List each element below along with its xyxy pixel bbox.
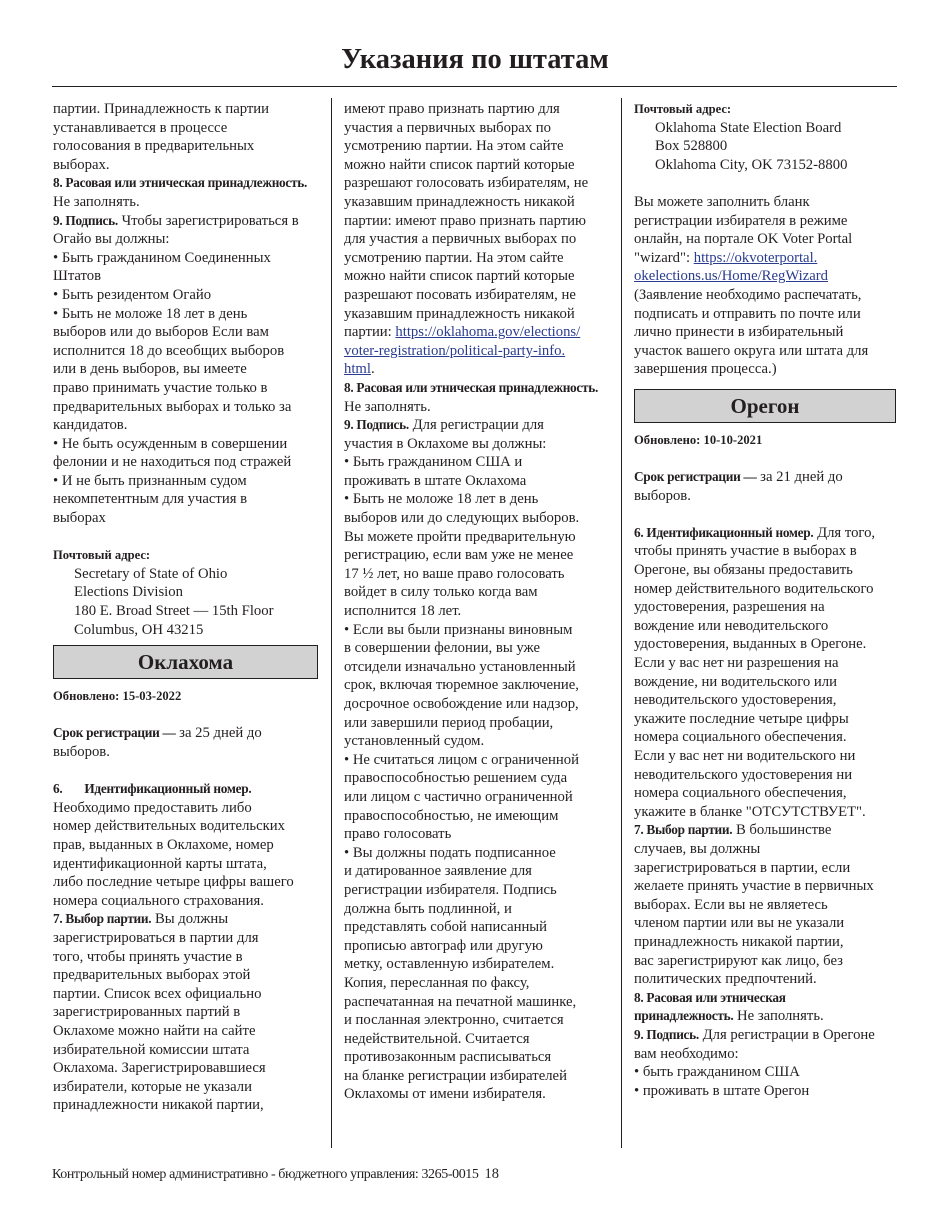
text-line: выборов или до выборов Если вам — [53, 324, 269, 341]
column-divider — [621, 98, 622, 1148]
text-line: подписать и отправить по почте или — [634, 305, 861, 322]
text-line: для участия а первичных выборах по — [344, 231, 577, 248]
text-line: номера социального обеспечения. — [634, 729, 847, 746]
text-line: номера социального страхования. — [53, 892, 264, 909]
oklahoma-deadline-line2: выборов. — [53, 744, 110, 760]
text-line: Elections Division — [74, 584, 183, 601]
text-line: 17 ½ лет, но ваше право голосовать — [344, 565, 565, 582]
text-line: вождение, ни водительского или — [634, 673, 837, 690]
oklahoma-mail-address — [634, 119, 896, 175]
ohio-party-text — [53, 100, 318, 174]
text-line: принадлежность никакой партии, — [634, 933, 844, 950]
text-line: • проживать в штате Орегон — [634, 1082, 810, 1099]
text-line: • Не считаться лицом с ограниченной — [344, 751, 579, 768]
oregon-item-7: 7. Выбор партии. В большинстве — [634, 822, 832, 839]
text-line: Oklahoma City, OK 73152-8800 — [655, 156, 848, 173]
text-line: • Быть не моложе 18 лет в день — [344, 491, 539, 508]
ohio-mail-heading: Почтовый адрес: — [53, 548, 151, 563]
text-line: Если у вас нет ни водительского ни — [634, 748, 856, 764]
text-line: или в день выборов, вы имеете — [53, 361, 247, 378]
text-line: недействительной. Считается — [344, 1030, 530, 1047]
text-line: представлять собой написанный — [344, 919, 548, 936]
text-line: можно найти список партий которые — [344, 268, 575, 285]
column-3 — [634, 100, 896, 1100]
text-line: войдет в силу только когда вам — [344, 584, 538, 601]
text-line: • Не быть осужденным в совершении — [53, 435, 288, 452]
text-line: право принимать участие только в — [53, 379, 268, 396]
ohio-item-8-text: Не заполнять. — [53, 193, 140, 210]
text-line: выборах. — [53, 156, 110, 173]
voter-portal-link-cont[interactable]: okelections.us/Home/RegWizard — [634, 268, 828, 285]
text-line: предварительных выборах этой — [53, 967, 251, 984]
oklahoma-item-7: 7. Выбор партии. Вы должны — [53, 911, 229, 928]
text-line: избирательной комиссии штата — [53, 1041, 250, 1058]
text-line: укажите в бланке "ОТСУТСТВУЕТ". — [634, 803, 866, 820]
column-divider — [331, 98, 332, 1148]
text-line: завершения процесса.) — [634, 361, 777, 378]
text-line: фелонии и не находиться под стражей — [53, 454, 292, 471]
text-line: разрешают посовать избирателям, не — [344, 286, 576, 303]
text-line: право голосовать — [344, 826, 452, 843]
text-line: исполнится 18 лет. — [344, 603, 462, 620]
text-line: установленный судом. — [344, 733, 485, 750]
text-line: вождение или неводительского — [634, 617, 829, 634]
text-line: либо последние четыре цифры вашего — [53, 874, 294, 891]
text-line: исполнится 18 до всеобщих выборов — [53, 342, 285, 359]
text-line: Оклахома. Зарегистрировавшиеся — [53, 1060, 266, 1077]
text-line: • Вы должны подать подписанное — [344, 844, 556, 861]
text-line: Oklahoma State Election Board — [655, 119, 842, 136]
text-line: срок, включая тюремное заключение, — [344, 677, 579, 694]
online-registration-text — [634, 193, 896, 249]
text-line: • И не быть признанным судом — [53, 472, 247, 489]
text-line: Если у вас нет ни разрешения на — [634, 655, 839, 672]
oregon-deadline-line2: выборов. — [634, 487, 691, 504]
text-line: регистрацию, если вам уже не менее — [344, 547, 574, 564]
text-line: имеют право признать партию для — [344, 101, 560, 117]
text-line: и посланная электронно, считается — [344, 1012, 564, 1029]
oklahoma-item-6: 6. Идентификационный номер. — [53, 781, 252, 797]
party-info-link[interactable]: https://oklahoma.gov/elections/ — [395, 324, 581, 341]
oregon-item-7-text — [634, 840, 896, 989]
oklahoma-requirements — [344, 435, 610, 1104]
ohio-item-9: 9. Подпись. Чтобы зарегистрироваться в — [53, 212, 299, 229]
oklahoma-mail-heading: Почтовый адрес: — [634, 102, 732, 116]
oregon-item-8: 8. Расовая или этническая — [634, 989, 786, 1005]
text-line: выборах — [53, 510, 106, 527]
footer — [52, 1166, 499, 1183]
text-line: Необходимо предоставить либо — [53, 799, 252, 816]
oregon-item-6: 6. Идентификационный номер. Для того, — [634, 524, 876, 541]
text-line: можно найти список партий которые — [344, 156, 575, 173]
voter-portal-link[interactable]: https://okvoterportal. — [693, 249, 818, 266]
text-line: усмотрению партии. На этом сайте — [344, 138, 564, 155]
text-line: правоспособностью, не имеющим — [344, 807, 559, 824]
text-line: Оклахомы от имени избирателя. — [344, 1086, 546, 1103]
text-line: метку, оставленную избирателем. — [344, 956, 555, 973]
oklahoma-item-7-text — [53, 929, 318, 1115]
oklahoma-party-text — [344, 100, 610, 323]
text-line: указавшим принадлежность никакой — [344, 193, 575, 210]
state-banner-oregon: Орегон — [634, 389, 896, 423]
party-link-line-3: html. — [344, 361, 375, 378]
party-link-line-1: партии: https://oklahoma.gov/elections/ — [344, 324, 581, 341]
text-line: партии: имеют право признать партию — [344, 212, 586, 229]
text-line: прав, выданных в Оклахоме, номер — [53, 836, 274, 853]
oklahoma-updated: Обновлено: 15-03-2022 — [53, 689, 182, 704]
wizard-line-2 — [634, 267, 896, 286]
text-line: участок вашего округа или штата для — [634, 342, 869, 359]
text-line: партии. Принадлежность к партии — [53, 101, 270, 117]
text-line: укажите последние четыре цифры — [634, 710, 849, 727]
text-line: политических предпочтений. — [634, 971, 817, 988]
oklahoma-deadline: Срок регистрации — за 25 дней до — [53, 725, 262, 742]
text-line: желаете принять участие в первичных — [634, 878, 874, 895]
text-line: зарегистрированных партий в — [53, 1004, 241, 1021]
text-line: номера социального обеспечения, — [634, 785, 847, 802]
party-info-link-end[interactable]: html — [344, 361, 371, 378]
text-line: Штатов — [53, 268, 102, 285]
text-line: правоспособностью решением суда — [344, 770, 568, 787]
text-line: Columbus, OH 43215 — [74, 621, 204, 638]
text-line: или лицом с частично ограниченной — [344, 788, 573, 805]
text-line: чтобы принять участие в выборах в — [634, 543, 857, 560]
page-title: Указания по штатам — [341, 44, 609, 75]
oregon-deadline: Срок регистрации — за 21 дней до — [634, 469, 843, 486]
party-link-line-2 — [344, 342, 610, 361]
text-line: вам необходимо: — [634, 1045, 739, 1062]
page-number: 18 — [484, 1166, 500, 1182]
text-line: кандидатов. — [53, 417, 128, 434]
column-2 — [344, 100, 610, 1104]
text-line: досрочное освобождение или надзор, — [344, 696, 579, 712]
text-line: выборах. Если вы не являетесь — [634, 896, 828, 913]
text-line: зарегистрироваться в партии, если — [634, 859, 851, 876]
text-line: усмотрению партии. На этом сайте — [344, 249, 564, 266]
text-line: регистрации избирателя. Подпись — [344, 881, 557, 898]
text-line: Secretary of State of Ohio — [74, 565, 228, 582]
oklahoma-item-9: 9. Подпись. Для регистрации для — [344, 417, 544, 434]
text-line: • Быть резидентом Огайо — [53, 286, 212, 303]
text-line: зарегистрироваться в партии для — [53, 929, 259, 946]
text-line: на бланке регистрации избирателей — [344, 1067, 567, 1084]
text-line: выборов или до следующих выборов. — [344, 510, 580, 527]
text-line: и датированное заявление для — [344, 863, 532, 880]
text-line: номер действительных водительских — [53, 818, 285, 835]
text-line: противозаконным расписываться — [344, 1049, 552, 1066]
text-line: принадлежности никакой партии, — [53, 1097, 264, 1114]
state-banner-oklahoma: Оклахома — [53, 645, 318, 679]
ohio-requirements — [53, 230, 318, 528]
text-line: должна быть подлинной, и — [344, 900, 512, 917]
text-line: Копия, пересланная по факсу, — [344, 974, 530, 991]
text-line: неводительского удостоверения ни — [634, 766, 853, 783]
text-line: участия в Оклахоме вы должны: — [344, 435, 547, 452]
column-1 — [53, 100, 318, 1115]
text-line: • быть гражданином США — [634, 1064, 800, 1081]
oregon-requirements — [634, 1045, 896, 1101]
text-line: 180 E. Broad Street — 15th Floor — [74, 603, 274, 620]
text-line: • Если вы были признаны виновным — [344, 621, 573, 638]
text-line: отсидели изначально установленный — [344, 658, 576, 675]
oregon-item-6-text — [634, 542, 896, 821]
text-line: голосования в предварительных — [53, 138, 255, 155]
ohio-mail-address — [53, 565, 318, 639]
text-line: избиратели, которые не указали — [53, 1078, 252, 1095]
text-line: участия а первичных выборах по — [344, 119, 552, 136]
wizard-line-1: "wizard": https://okvoterportal. — [634, 249, 818, 266]
text-line: • Быть не моложе 18 лет в день — [53, 305, 248, 322]
text-line: Огайо вы должны: — [53, 231, 170, 248]
text-line: указавшим принадлежность никакой — [344, 305, 575, 322]
text-line: того, чтобы принять участие в — [53, 948, 243, 965]
oregon-item-8-cont: принадлежность. Не заполнять. — [634, 1008, 824, 1025]
text-line: Box 528800 — [655, 138, 728, 155]
text-line: (Заявление необходимо распечатать, — [634, 286, 862, 303]
omb-control-number: Контрольный номер административно - бюджетного управления: 3265-0015 — [52, 1167, 479, 1182]
text-line: устанавливается в процессе — [53, 119, 228, 136]
text-line: лично принести в избирательный — [634, 324, 844, 341]
oklahoma-item-8: 8. Расовая или этническая принадлежность. — [344, 379, 598, 395]
text-line: проживать в штате Оклахома — [344, 472, 527, 489]
text-line: Вы можете заполнить бланк — [634, 193, 810, 210]
text-line: регистрации избирателя в режиме — [634, 212, 848, 229]
party-info-link-cont[interactable]: voter-registration/political-party-info. — [344, 342, 566, 359]
text-line: неводительского удостоверения, — [634, 692, 837, 709]
text-line: вас зарегистрируют как лицо, без — [634, 952, 843, 969]
oregon-item-9: 9. Подпись. Для регистрации в Орегоне — [634, 1026, 875, 1043]
text-line: Вы можете пройти предварительную — [344, 528, 576, 545]
title-rule — [52, 86, 897, 87]
text-line: • Быть гражданином Соединенных — [53, 249, 271, 266]
text-line: удостоверения, выданных в Орегоне. — [634, 636, 867, 653]
text-line: предварительных выборах и только за — [53, 398, 292, 415]
text-line: номер действительного водительского — [634, 580, 874, 597]
text-line: членом партии или вы не указали — [634, 915, 845, 932]
text-line: • Быть гражданином США и — [344, 454, 523, 471]
text-line: Орегоне, вы обязаны предоставить — [634, 562, 853, 579]
online-registration-note — [634, 286, 896, 379]
text-line: разрешают голосовать избирателям, не — [344, 175, 589, 192]
oklahoma-item-6-text — [53, 799, 318, 911]
text-line: прописью автограф или другую — [344, 937, 543, 954]
text-line: случаев, вы должны — [634, 840, 761, 857]
text-line: удостоверения, разрешения на — [634, 599, 825, 616]
text-line: в совершении фелонии, вы уже — [344, 640, 540, 657]
text-line: некомпетентным для участия в — [53, 491, 248, 508]
ohio-item-8: 8. Расовая или этническая принадлежность. — [53, 175, 307, 191]
text-line: идентификационной карты штата, — [53, 855, 267, 872]
text-line: или завершили период пробации, — [344, 714, 554, 731]
text-line: онлайн, на портале OK Voter Portal — [634, 231, 853, 248]
text-line: Оклахоме можно найти на сайте — [53, 1022, 256, 1039]
text-line: распечатанная на печатной машинке, — [344, 993, 577, 1010]
oregon-updated: Обновлено: 10-10-2021 — [634, 432, 763, 447]
oklahoma-item-8-text: Не заполнять. — [344, 398, 431, 415]
text-line: партии. Список всех официально — [53, 985, 262, 1002]
